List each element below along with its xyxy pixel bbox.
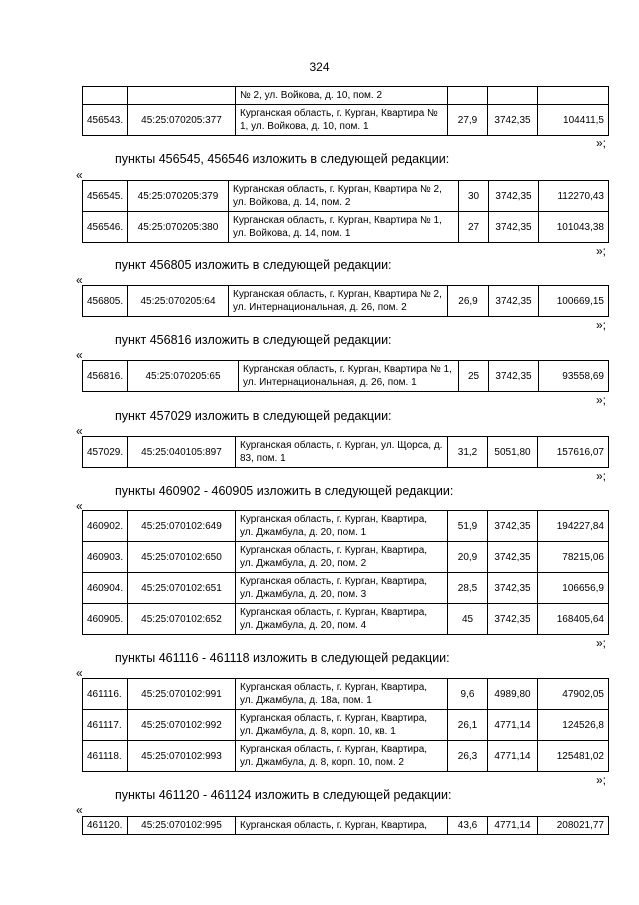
cell-cadastral: 45:25:070205:377: [128, 105, 236, 136]
cell-value: 100669,15: [539, 286, 609, 317]
open-quote: «: [76, 168, 83, 182]
cell-cadastral: 45:25:070102:991: [128, 679, 236, 710]
section-heading: пункты 456545, 456546 изложить в следующей редакции:: [115, 152, 450, 166]
cell-value: 208021,77: [538, 817, 609, 835]
section-heading: пункты 461116 - 461118 изложить в следующей редакции:: [115, 651, 450, 665]
table-row: [83, 87, 609, 105]
cell-area: 9,6: [448, 679, 488, 710]
cell-address: Курганская область, г. Курган, Квартира № 1, ул. Войкова, д. 14, пом. 1: [229, 212, 459, 243]
table-row: [83, 817, 609, 835]
close-quote: »;: [596, 393, 607, 407]
open-quote: «: [76, 499, 83, 513]
cell-rate: 4771,14: [488, 741, 538, 772]
cell-rate: 5051,80: [488, 437, 538, 468]
cell-cadastral: 45:25:070205:65: [128, 361, 239, 392]
cell-value: 106656,9: [538, 573, 609, 604]
close-quote: »;: [596, 636, 607, 650]
cell-num: 456816.: [83, 361, 128, 392]
section-0-table: [82, 86, 609, 136]
cell-area: 43,6: [448, 817, 488, 835]
cell-area: 28,5: [448, 573, 488, 604]
cell-area: 27: [459, 212, 489, 243]
cell-cadastral: 45:25:070102:992: [128, 710, 236, 741]
cell-area: 45: [448, 604, 488, 635]
cell-address: № 2, ул. Войкова, д. 10, пом. 2: [236, 87, 448, 105]
cell-num: [83, 87, 128, 105]
open-quote: «: [76, 424, 83, 438]
cell-address: Курганская область, г. Курган, Квартира, ул. Джамбула, д. 20, пом. 3: [236, 573, 448, 604]
cell-address: Курганская область, г. Курган, ул. Щорса, д. 83, пом. 1: [236, 437, 448, 468]
cell-address: Курганская область, г. Курган, Квартира,: [236, 817, 448, 835]
cell-address: Курганская область, г. Курган, Квартира, ул. Джамбула, д. 20, пом. 2: [236, 542, 448, 573]
cell-cadastral: 45:25:070102:649: [128, 511, 236, 542]
section-heading: пункт 456816 изложить в следующей редакции:: [115, 333, 392, 347]
cell-cadastral: 45:25:070102:651: [128, 573, 236, 604]
cell-value: 112270,43: [539, 181, 609, 212]
section-heading: пункты 461120 - 461124 изложить в следующей редакции:: [115, 788, 452, 802]
cell-cadastral: 45:25:070205:380: [128, 212, 229, 243]
cell-address: Курганская область, г. Курган, Квартира, ул. Джамбула, д. 20, пом. 4: [236, 604, 448, 635]
cell-cadastral: [128, 87, 236, 105]
cell-rate: 3742,35: [489, 286, 539, 317]
cell-rate: 3742,35: [489, 181, 539, 212]
cell-address: Курганская область, г. Курган, Квартира, ул. Джамбула, д. 18а, пом. 1: [236, 679, 448, 710]
section-2-table: [82, 285, 609, 317]
cell-value: 93558,69: [539, 361, 609, 392]
section-3-table: [82, 360, 609, 392]
cell-value: 104411,5: [538, 105, 609, 136]
cell-num: 456805.: [83, 286, 128, 317]
cell-cadastral: 45:25:070102:652: [128, 604, 236, 635]
close-quote: »;: [596, 136, 607, 150]
cell-rate: 3742,35: [488, 511, 538, 542]
cell-value: 47902,05: [538, 679, 609, 710]
cell-cadastral: 45:25:070102:993: [128, 741, 236, 772]
cell-rate: 4771,14: [488, 817, 538, 835]
cell-num: 456545.: [83, 181, 128, 212]
cell-address: Курганская область, г. Курган, Квартира, ул. Джамбула, д. 20, пом. 1: [236, 511, 448, 542]
cell-area: 27,9: [448, 105, 488, 136]
table-row: [83, 741, 609, 772]
table-row: [83, 361, 609, 392]
close-quote: »;: [596, 773, 607, 787]
cell-cadastral: 45:25:070205:379: [128, 181, 229, 212]
cell-value: 124526,8: [538, 710, 609, 741]
section-4-table: [82, 436, 609, 468]
cell-num: 461120.: [83, 817, 128, 835]
open-quote: «: [76, 273, 83, 287]
cell-value: 125481,02: [538, 741, 609, 772]
cell-num: 457029.: [83, 437, 128, 468]
cell-rate: 3742,35: [489, 361, 539, 392]
close-quote: »;: [596, 469, 607, 483]
table-row: [83, 105, 609, 136]
section-7-table: [82, 816, 609, 835]
cell-num: 461116.: [83, 679, 128, 710]
cell-rate: 3742,35: [489, 212, 539, 243]
open-quote: «: [76, 348, 83, 362]
cell-area: 51,9: [448, 511, 488, 542]
cell-area: 20,9: [448, 542, 488, 573]
cell-rate: 4771,14: [488, 710, 538, 741]
cell-rate: 3742,35: [488, 542, 538, 573]
cell-value: 78215,06: [538, 542, 609, 573]
cell-value: 168405,64: [538, 604, 609, 635]
cell-num: 460904.: [83, 573, 128, 604]
cell-address: Курганская область, г. Курган, Квартира, ул. Джамбула, д. 8, корп. 10, пом. 2: [236, 741, 448, 772]
section-5-table: [82, 510, 609, 635]
section-1-table: [82, 180, 609, 243]
section-heading: пункт 457029 изложить в следующей редакции:: [115, 409, 392, 423]
cell-address: Курганская область, г. Курган, Квартира № 1, ул. Интернациональная, д. 26, пом. 1: [239, 361, 459, 392]
cell-address: Курганская область, г. Курган, Квартира, ул. Джамбула, д. 8, корп. 10, кв. 1: [236, 710, 448, 741]
table-row: [83, 542, 609, 573]
cell-area: 26,3: [448, 741, 488, 772]
cell-rate: 3742,35: [488, 573, 538, 604]
cell-cadastral: 45:25:070102:650: [128, 542, 236, 573]
table-row: [83, 286, 609, 317]
cell-area: [448, 87, 488, 105]
cell-address: Курганская область, г. Курган, Квартира № 2, ул. Интернациональная, д. 26, пом. 2: [229, 286, 448, 317]
cell-num: 461117.: [83, 710, 128, 741]
cell-rate: 3742,35: [488, 604, 538, 635]
cell-rate: [488, 87, 538, 105]
table-row: [83, 710, 609, 741]
cell-area: 25: [459, 361, 489, 392]
open-quote: «: [76, 666, 83, 680]
cell-value: 157616,07: [538, 437, 609, 468]
section-6-table: [82, 678, 609, 772]
cell-area: 26,9: [448, 286, 489, 317]
table-row: [83, 212, 609, 243]
cell-num: 456543.: [83, 105, 128, 136]
table-row: [83, 679, 609, 710]
cell-rate: 3742,35: [488, 105, 538, 136]
cell-num: 461118.: [83, 741, 128, 772]
cell-num: 460902.: [83, 511, 128, 542]
cell-cadastral: 45:25:070102:995: [128, 817, 236, 835]
table-row: [83, 604, 609, 635]
cell-area: 31,2: [448, 437, 488, 468]
cell-num: 460905.: [83, 604, 128, 635]
cell-cadastral: 45:25:070205:64: [128, 286, 229, 317]
cell-area: 26,1: [448, 710, 488, 741]
table-row: [83, 437, 609, 468]
table-row: [83, 181, 609, 212]
cell-value: 101043,38: [539, 212, 609, 243]
cell-num: 456546.: [83, 212, 128, 243]
table-row: [83, 573, 609, 604]
section-heading: пункты 460902 - 460905 изложить в следующей редакции:: [115, 484, 454, 498]
cell-cadastral: 45:25:040105:897: [128, 437, 236, 468]
cell-value: [538, 87, 609, 105]
cell-num: 460903.: [83, 542, 128, 573]
cell-address: Курганская область, г. Курган, Квартира № 2, ул. Войкова, д. 14, пом. 2: [229, 181, 459, 212]
close-quote: »;: [596, 244, 607, 258]
cell-value: 194227,84: [538, 511, 609, 542]
cell-address: Курганская область, г. Курган, Квартира № 1, ул. Войкова, д. 10, пом. 1: [236, 105, 448, 136]
cell-area: 30: [459, 181, 489, 212]
page-number: 324: [309, 60, 330, 74]
cell-rate: 4989,80: [488, 679, 538, 710]
table-row: [83, 511, 609, 542]
close-quote: »;: [596, 318, 607, 332]
open-quote: «: [76, 803, 83, 817]
section-heading: пункт 456805 изложить в следующей редакции:: [115, 258, 392, 272]
